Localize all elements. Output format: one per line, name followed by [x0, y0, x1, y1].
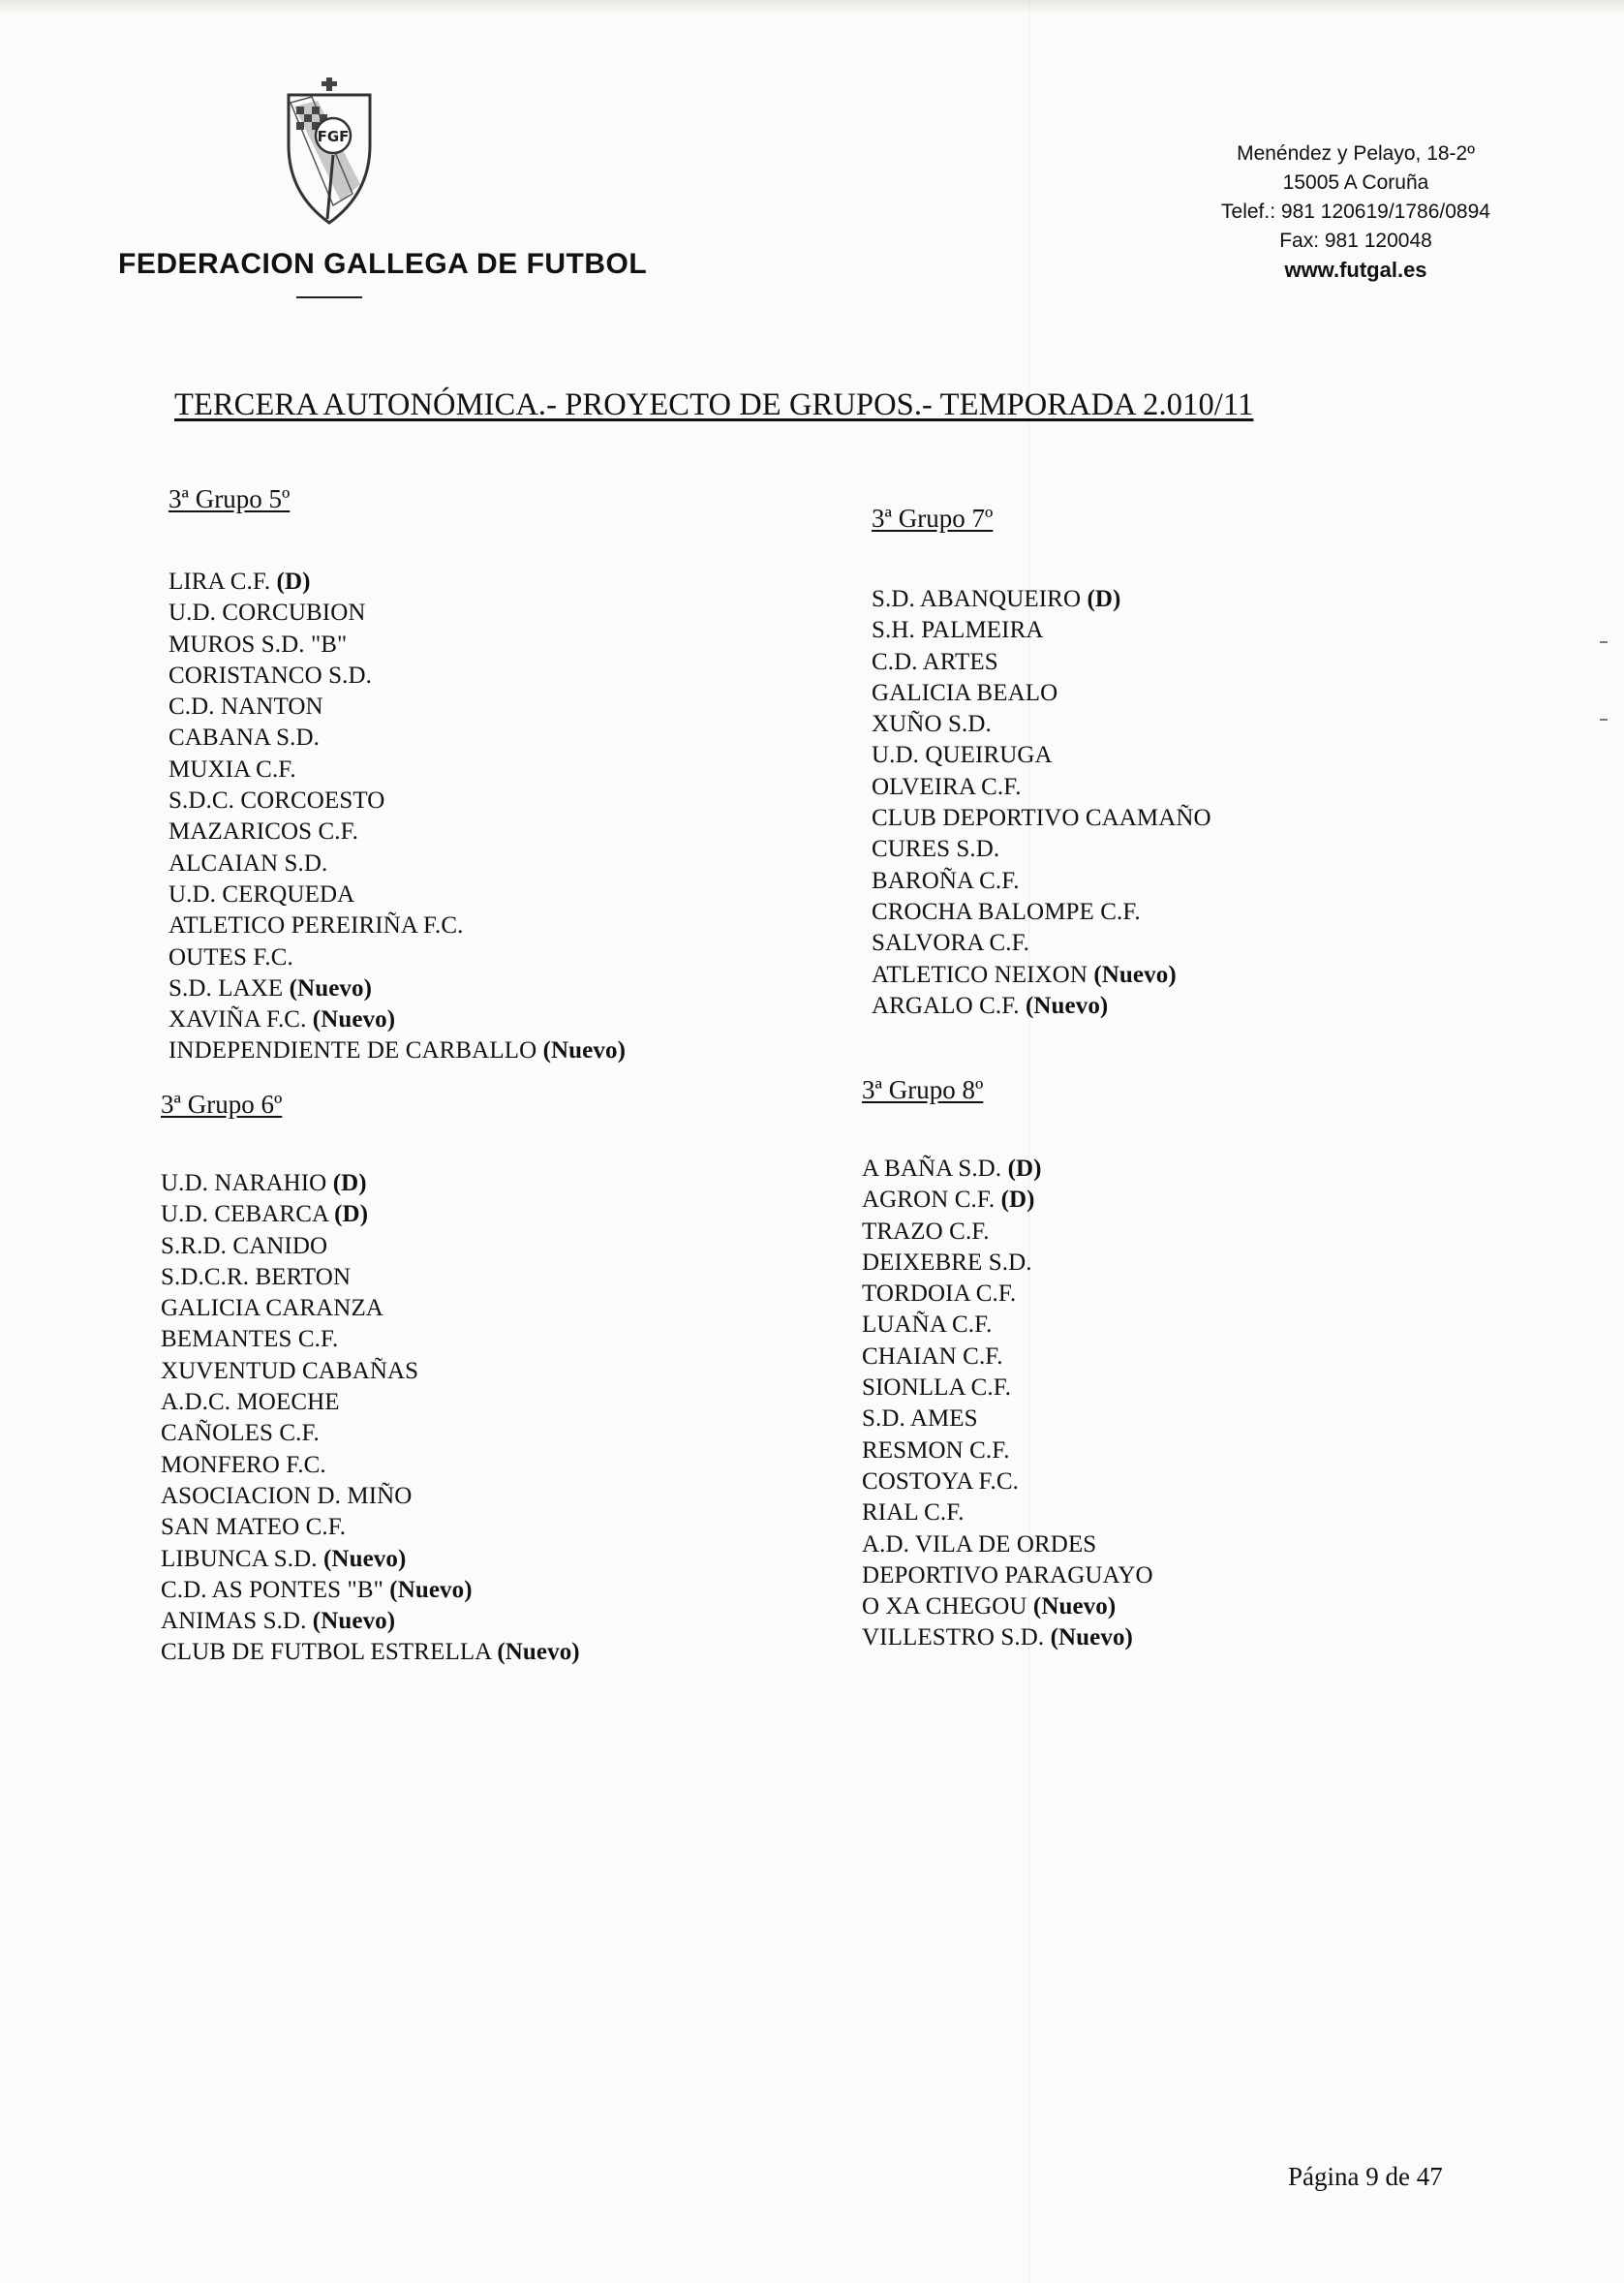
team-name: SAN MATEO C.F.	[161, 1514, 347, 1541]
team-item	[161, 1231, 580, 1262]
team-list	[161, 1168, 580, 1669]
group-title: 3ª Grupo 8º	[862, 1075, 984, 1104]
team-item	[169, 879, 626, 910]
shield-crest-icon	[283, 77, 376, 231]
team-status-tag: (D)	[332, 1170, 367, 1196]
team-name: BEMANTES C.F.	[161, 1326, 339, 1353]
team-item	[872, 740, 1211, 771]
document-title: TERCERA AUTONÓMICA.- PROYECTO DE GRUPOS.- TEMPORADA 2.010/11	[174, 387, 1254, 422]
team-item	[862, 1310, 1153, 1341]
team-name: MONFERO F.C.	[161, 1451, 326, 1478]
scan-top-edge	[0, 0, 1624, 14]
team-name: MUROS S.D. "B"	[169, 631, 348, 658]
team-name: MAZARICOS C.F.	[169, 818, 358, 846]
group-title: 3ª Grupo 7º	[872, 504, 994, 533]
team-item	[161, 1450, 580, 1481]
team-name: CURES S.D.	[872, 836, 1000, 863]
team-item	[169, 755, 626, 786]
team-name: A BAÑA S.D.	[862, 1156, 1002, 1182]
team-item	[161, 1418, 580, 1449]
team-name: O XA CHEGOU	[862, 1593, 1027, 1620]
team-name: C.D. ARTES	[872, 648, 998, 675]
team-name: INDEPENDIENTE DE CARBALLO	[169, 1037, 537, 1064]
team-name: CAÑOLES C.F.	[161, 1420, 320, 1447]
team-item	[862, 1622, 1153, 1653]
team-item	[169, 598, 626, 629]
team-item	[862, 1560, 1153, 1591]
team-item	[862, 1466, 1153, 1497]
team-item	[862, 1435, 1153, 1466]
team-status-tag: (Nuevo)	[312, 1608, 396, 1635]
team-item	[872, 709, 1211, 740]
team-item	[872, 866, 1211, 897]
team-item	[169, 692, 626, 723]
team-item	[872, 960, 1211, 991]
group-8	[862, 1075, 1153, 1654]
contact-block	[1191, 139, 1520, 285]
team-item	[169, 786, 626, 817]
team-item	[161, 1324, 580, 1355]
team-name: TORDOIA C.F.	[862, 1280, 1017, 1308]
team-name: S.D. AMES	[862, 1405, 978, 1433]
team-name: C.D. AS PONTES "B"	[161, 1576, 383, 1603]
team-item	[161, 1544, 580, 1575]
team-status-tag: (D)	[276, 569, 311, 595]
group-title: 3ª Grupo 5º	[169, 484, 291, 513]
team-item	[862, 1217, 1153, 1248]
team-name: LUAÑA C.F.	[862, 1311, 993, 1339]
team-name: SIONLLA C.F.	[862, 1374, 1012, 1402]
team-name: S.D. LAXE	[169, 974, 284, 1002]
team-item	[169, 630, 626, 661]
team-list	[872, 584, 1211, 1022]
website-link[interactable]: www.futgal.es	[1284, 258, 1427, 282]
team-name: ASOCIACION D. MIÑO	[161, 1482, 413, 1509]
scan-mark	[1600, 719, 1608, 721]
team-name: ANIMAS S.D.	[161, 1608, 307, 1635]
team-item	[169, 1004, 626, 1035]
team-item	[872, 834, 1211, 865]
team-name: XUVENTUD CABAÑAS	[161, 1357, 419, 1384]
team-name: U.D. CERQUEDA	[169, 880, 355, 908]
team-item	[862, 1248, 1153, 1279]
team-status-tag: (D)	[1000, 1187, 1035, 1214]
team-status-tag: (Nuevo)	[1032, 1593, 1117, 1620]
team-name: C.D. NANTON	[169, 694, 323, 721]
team-status-tag: (Nuevo)	[542, 1037, 626, 1064]
team-name: CORISTANCO S.D.	[169, 662, 372, 689]
team-item	[161, 1637, 580, 1668]
team-name: XAVIÑA F.C.	[169, 1006, 307, 1034]
team-item	[862, 1529, 1153, 1560]
team-name: ARGALO C.F.	[872, 992, 1020, 1019]
crest-lettering: FGF	[317, 128, 350, 145]
team-name: S.D. ABANQUEIRO	[872, 586, 1082, 612]
team-item	[862, 1404, 1153, 1435]
team-item	[161, 1575, 580, 1606]
team-list	[169, 567, 626, 1067]
team-name: CHAIAN C.F.	[862, 1342, 1003, 1370]
team-name: OLVEIRA C.F.	[872, 773, 1022, 800]
organization-name: FEDERACION GALLEGA DE FUTBOL	[118, 248, 648, 280]
team-name: VILLESTRO S.D.	[862, 1624, 1045, 1651]
team-name: CROCHA BALOMPE C.F.	[872, 898, 1141, 925]
team-item	[169, 848, 626, 879]
team-name: CABANA S.D.	[169, 725, 320, 752]
team-name: MUXIA C.F.	[169, 756, 296, 783]
team-name: CLUB DEPORTIVO CAAMAÑO	[872, 805, 1211, 832]
team-item	[161, 1356, 580, 1387]
group-title: 3ª Grupo 6º	[161, 1090, 283, 1119]
team-name: GALICIA BEALO	[872, 679, 1058, 706]
team-item	[872, 647, 1211, 678]
team-item	[872, 678, 1211, 709]
team-status-tag: (D)	[1087, 586, 1121, 612]
team-item	[169, 1035, 626, 1066]
team-name: S.R.D. CANIDO	[161, 1232, 328, 1259]
team-item	[872, 584, 1211, 615]
team-item	[872, 928, 1211, 959]
team-status-tag: (Nuevo)	[323, 1545, 407, 1572]
team-name: DEIXEBRE S.D.	[862, 1249, 1032, 1276]
address-line-1: Menéndez y Pelayo, 18-2º	[1237, 142, 1475, 165]
team-status-tag: (Nuevo)	[389, 1576, 473, 1603]
team-item	[872, 772, 1211, 803]
team-item	[862, 1279, 1153, 1310]
phone-number: Telef.: 981 120619/1786/0894	[1221, 201, 1490, 223]
team-item	[872, 803, 1211, 834]
team-name: GALICIA CARANZA	[161, 1295, 383, 1322]
page-number: Página 9 de 47	[1288, 2162, 1443, 2191]
team-item	[872, 615, 1211, 646]
team-item	[161, 1262, 580, 1293]
team-status-tag: (Nuevo)	[497, 1639, 580, 1666]
team-item	[161, 1168, 580, 1199]
team-name: BAROÑA C.F.	[872, 867, 1020, 894]
team-name: LIRA C.F.	[169, 569, 271, 595]
team-status-tag: (Nuevo)	[289, 974, 373, 1002]
team-status-tag: (D)	[1007, 1156, 1042, 1182]
team-name: A.D.C. MOECHE	[161, 1389, 340, 1416]
team-name: TRAZO C.F.	[862, 1218, 990, 1245]
scan-mark	[1600, 641, 1608, 643]
fax-number: Fax: 981 120048	[1279, 230, 1432, 252]
team-name: S.D.C.R. BERTON	[161, 1263, 352, 1290]
team-name: COSTOYA F.C.	[862, 1467, 1019, 1495]
team-status-tag: (Nuevo)	[1025, 992, 1109, 1019]
team-status-tag: (Nuevo)	[312, 1006, 396, 1034]
team-item	[862, 1497, 1153, 1528]
team-item	[161, 1387, 580, 1418]
team-item	[862, 1373, 1153, 1404]
team-name: ALCAIAN S.D.	[169, 849, 328, 877]
team-name: U.D. QUEIRUGA	[872, 742, 1053, 769]
team-item	[169, 910, 626, 941]
team-name: CLUB DE FUTBOL ESTRELLA	[161, 1639, 491, 1666]
team-name: OUTES F.C.	[169, 943, 293, 971]
team-item	[161, 1293, 580, 1324]
team-name: RESMON C.F.	[862, 1436, 1010, 1464]
team-item	[862, 1591, 1153, 1622]
team-item	[161, 1512, 580, 1543]
team-list	[862, 1154, 1153, 1654]
team-item	[169, 567, 626, 598]
team-item	[169, 723, 626, 754]
team-item	[872, 991, 1211, 1022]
team-item	[862, 1154, 1153, 1185]
team-name: U.D. NARAHIO	[161, 1170, 327, 1196]
team-item	[169, 817, 626, 848]
address-line-2: 15005 A Coruña	[1282, 171, 1429, 194]
team-name: S.D.C. CORCOESTO	[169, 787, 385, 815]
team-name: ATLETICO NEIXON	[872, 961, 1088, 988]
team-name: SALVORA C.F.	[872, 930, 1029, 957]
team-item	[169, 661, 626, 692]
group-7	[872, 504, 1211, 1022]
team-name: S.H. PALMEIRA	[872, 617, 1044, 644]
team-item	[161, 1199, 580, 1230]
team-name: U.D. CEBARCA	[161, 1201, 328, 1228]
team-name: A.D. VILA DE ORDES	[862, 1530, 1097, 1558]
team-name: DEPORTIVO PARAGUAYO	[862, 1561, 1153, 1589]
team-item	[161, 1481, 580, 1512]
organization-underline	[296, 296, 362, 298]
team-status-tag: (Nuevo)	[1050, 1624, 1133, 1651]
team-item	[169, 942, 626, 973]
team-name: RIAL C.F.	[862, 1499, 965, 1527]
team-item	[862, 1185, 1153, 1216]
team-status-tag: (Nuevo)	[1093, 961, 1177, 988]
team-item	[862, 1342, 1153, 1373]
team-item	[872, 897, 1211, 928]
team-name: U.D. CORCUBION	[169, 600, 366, 627]
team-item	[161, 1606, 580, 1637]
team-item	[169, 973, 626, 1004]
team-name: XUÑO S.D.	[872, 711, 992, 738]
group-5	[169, 484, 626, 1067]
group-6	[161, 1090, 580, 1669]
team-name: ATLETICO PEREIRIÑA F.C.	[169, 912, 464, 940]
team-status-tag: (D)	[334, 1201, 369, 1228]
team-name: AGRON C.F.	[862, 1187, 996, 1214]
team-name: LIBUNCA S.D.	[161, 1545, 318, 1572]
